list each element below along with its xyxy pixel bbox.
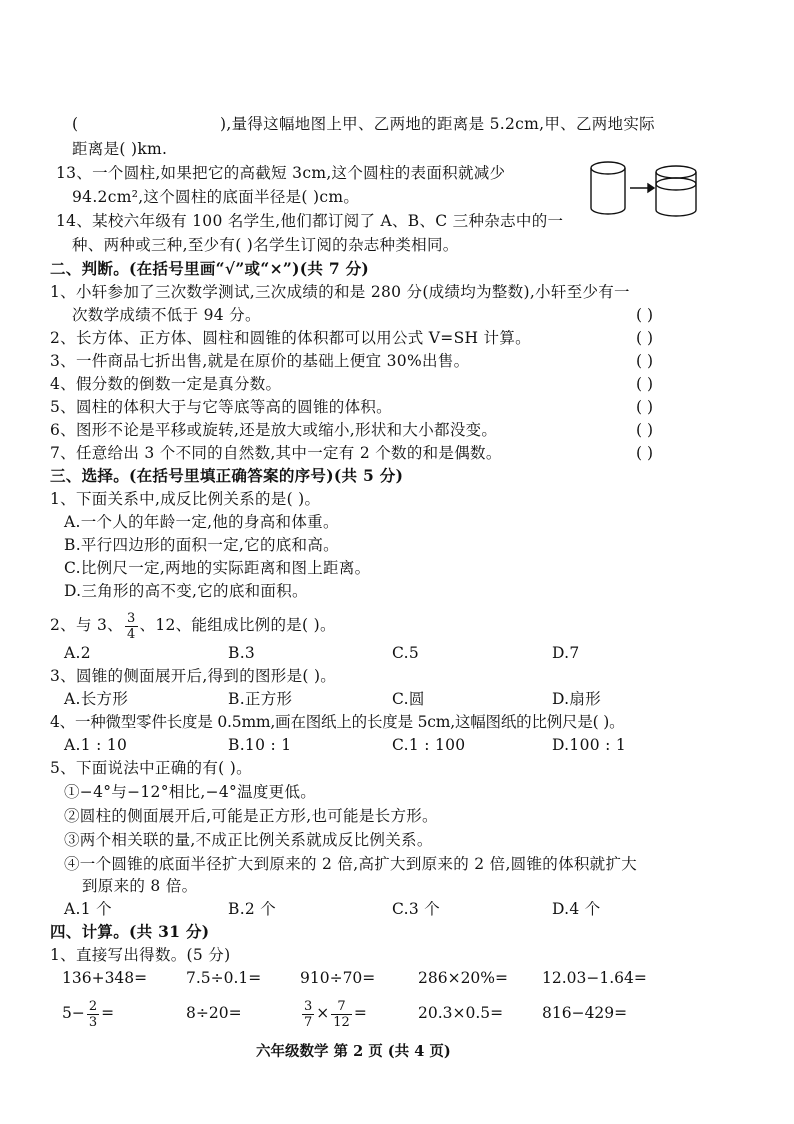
- choice-q2-stem-a: 2、与 3、: [50, 616, 123, 634]
- calc-row1-item-1: 136+348=: [62, 969, 148, 987]
- q14-line-1: 14、某校六年级有 100 名学生,他们都订阅了 A、B、C 三种杂志中的一: [56, 212, 564, 230]
- calc-row1-item-3: 910÷70=: [300, 969, 376, 987]
- choice-q1-option-c[interactable]: C.比例尺一定,两地的实际距离和图上距离。: [64, 559, 371, 577]
- fraction-denominator: 4: [126, 626, 136, 642]
- choice-q5-option-b[interactable]: B.2 个: [228, 900, 277, 918]
- fraction-denominator: 3: [88, 1014, 98, 1030]
- choice-q3-option-b[interactable]: B.正方形: [228, 690, 293, 708]
- choice-q4-option-a[interactable]: A.1 : 10: [64, 736, 128, 754]
- judge-answer-2[interactable]: ( ): [636, 329, 654, 347]
- calc-row1-item-2: 7.5÷0.1=: [186, 969, 262, 987]
- fraction-three-sevenths: [302, 999, 314, 1030]
- judge-answer-6[interactable]: ( ): [636, 421, 654, 439]
- choice-q1-option-b[interactable]: B.平行四边形的面积一定,它的底和高。: [64, 536, 339, 554]
- fraction-numerator: 3: [126, 610, 136, 626]
- top-line-1: ),量得这幅地图上甲、乙两地的距离是 5.2cm,甲、乙两地实际: [220, 115, 655, 133]
- choice-q5-statement-4a: ④一个圆锥的底面半径扩大到原来的 2 倍,高扩大到原来的 2 倍,圆锥的体积就扩大: [64, 855, 638, 873]
- choice-q5-statement-4b: 到原来的 8 倍。: [82, 877, 198, 895]
- cylinder-diagram: [588, 158, 708, 220]
- q13-line-2: 94.2cm²,这个圆柱的底面半径是( )cm。: [72, 188, 360, 206]
- top-line-2: 距离是( )km.: [72, 140, 168, 158]
- choice-q4-option-d[interactable]: D.100 : 1: [552, 736, 627, 754]
- calc-row2-item-3-eq: =: [353, 1004, 367, 1022]
- fraction-denominator: 12: [333, 1014, 350, 1030]
- fraction-three-quarters: [125, 611, 138, 642]
- choice-q4-option-c[interactable]: C.1 : 100: [392, 736, 466, 754]
- choice-q4-option-b[interactable]: B.10 : 1: [228, 736, 292, 754]
- choice-q3-option-d[interactable]: D.扇形: [552, 690, 602, 708]
- judge-answer-3[interactable]: ( ): [636, 352, 654, 370]
- judge-item-5: 5、圆柱的体积大于与它等底等高的圆锥的体积。: [50, 398, 392, 416]
- choice-q2-stem-b: 、12、能组成比例的是( )。: [139, 616, 336, 634]
- judge-item-6: 6、图形不论是平移或旋转,还是放大或缩小,形状和大小都没变。: [50, 421, 498, 439]
- choice-q2-option-a[interactable]: A.2: [64, 644, 91, 662]
- choice-q4-stem: 4、一种微型零件长度是 0.5mm,画在图纸上的长度是 5cm,这幅图纸的比例尺是( )。: [50, 713, 625, 731]
- calc-row1-item-5: 12.03−1.64=: [542, 969, 647, 987]
- calc-row1-item-4: 286×20%=: [418, 969, 509, 987]
- fraction-seven-twelfths: [331, 999, 352, 1030]
- choice-q2-stem: [50, 608, 336, 642]
- judge-item-2: 2、长方体、正方体、圆柱和圆锥的体积都可以用公式 V=SH 计算。: [50, 329, 531, 347]
- calc-row2-item-3: [300, 996, 367, 1030]
- fraction-numerator: 7: [331, 999, 352, 1015]
- choice-q5-option-a[interactable]: A.1 个: [64, 900, 112, 918]
- top-open-paren: (: [72, 115, 79, 133]
- times-sign: ×: [316, 1004, 330, 1022]
- choice-q1-option-d[interactable]: D.三角形的高不变,它的底和面积。: [64, 582, 308, 600]
- fraction-numerator: 3: [304, 998, 313, 1014]
- judge-answer-7[interactable]: ( ): [636, 444, 654, 462]
- calc-row2-item-1-eq: =: [101, 1004, 115, 1022]
- judge-answer-1[interactable]: ( ): [636, 306, 654, 324]
- choice-q3-stem: 3、圆锥的侧面展开后,得到的图形是( )。: [50, 667, 337, 685]
- calc-row2-item-1: [62, 996, 114, 1030]
- judge-item-3: 3、一件商品七折出售,就是在原价的基础上便宜 30%出售。: [50, 352, 470, 370]
- choice-q5-option-d[interactable]: D.4 个: [552, 900, 601, 918]
- choice-q5-stem: 5、下面说法中正确的有( )。: [50, 759, 252, 777]
- choice-q5-statement-1: ①−4°与−12°相比,−4°温度更低。: [64, 783, 317, 801]
- choice-q5-option-c[interactable]: C.3 个: [392, 900, 441, 918]
- page-footer: 六年级数学 第 2 页 (共 4 页): [256, 1043, 451, 1060]
- calc-row2-item-2: 8÷20=: [186, 1004, 242, 1022]
- choice-q2-option-b[interactable]: B.3: [228, 644, 256, 662]
- choice-q1-option-a[interactable]: A.一个人的年龄一定,他的身高和体重。: [64, 513, 339, 531]
- section-3-title: 三、选择。(在括号里填正确答案的序号)(共 5 分): [50, 466, 404, 485]
- choice-q3-option-a[interactable]: A.长方形: [64, 690, 129, 708]
- choice-q2-option-d[interactable]: D.7: [552, 644, 580, 662]
- judge-answer-5[interactable]: ( ): [636, 398, 654, 416]
- calc-sub-1-title: 1、直接写出得数。(5 分): [50, 946, 231, 964]
- choice-q5-statement-3: ③两个相关联的量,不成正比例关系就成反比例关系。: [64, 831, 433, 849]
- q13-line-1: 13、一个圆柱,如果把它的高截短 3cm,这个圆柱的表面积就减少: [56, 164, 506, 182]
- q14-line-2: 种、两种或三种,至少有( )名学生订阅的杂志种类相同。: [72, 236, 459, 254]
- judge-item-1a: 1、小轩参加了三次数学测试,三次成绩的和是 280 分(成绩均为整数),小轩至少有一: [50, 283, 630, 301]
- choice-q2-option-c[interactable]: C.5: [392, 644, 419, 662]
- calc-row2-item-5: 816−429=: [542, 1004, 628, 1022]
- judge-item-1b: 次数学成绩不低于 94 分。: [72, 306, 261, 324]
- choice-q1-stem: 1、下面关系中,成反比例关系的是( )。: [50, 490, 321, 508]
- section-2-title: 二、判断。(在括号里画“√”或“×”)(共 7 分): [50, 259, 370, 278]
- calc-row2-item-4: 20.3×0.5=: [418, 1004, 504, 1022]
- judge-item-4: 4、假分数的倒数一定是真分数。: [50, 375, 282, 393]
- judge-answer-4[interactable]: ( ): [636, 375, 654, 393]
- choice-q3-option-c[interactable]: C.圆: [392, 690, 425, 708]
- calc-row2-item-1-a: 5−: [62, 1004, 85, 1022]
- judge-item-7: 7、任意给出 3 个不同的自然数,其中一定有 2 个数的和是偶数。: [50, 444, 502, 462]
- section-4-title: 四、计算。(共 31 分): [50, 922, 210, 941]
- fraction-two-thirds: [87, 999, 99, 1030]
- fraction-numerator: 2: [88, 998, 98, 1014]
- choice-q5-statement-2: ②圆柱的侧面展开后,可能是正方形,也可能是长方形。: [64, 807, 438, 825]
- fraction-denominator: 7: [304, 1014, 313, 1030]
